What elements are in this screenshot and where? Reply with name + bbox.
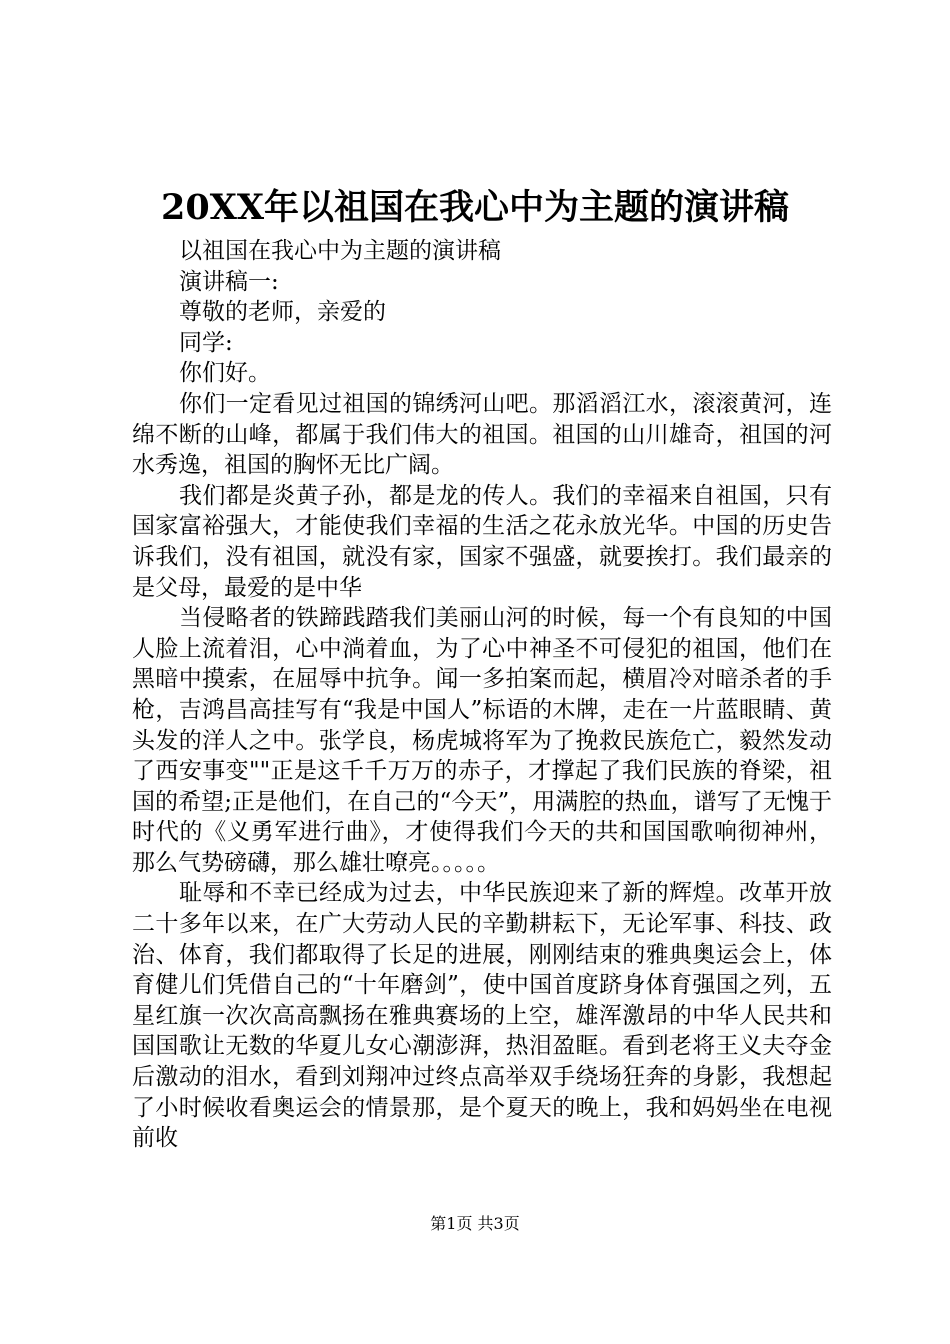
salutation-continued-line: 同学: — [179, 329, 233, 356]
paragraph-2: 我们都是炎黄子孙，都是龙的传人。我们的幸福来自祖国，只有国家富裕强大，才能使我们幸福的生活之花永放光华。中国的历史告诉我们，没有祖国，就没有家，国家不强盛，就要挨打。我们最亲的是父母，最爱的是中华 — [132, 482, 832, 601]
paragraph-1: 你们一定看见过祖国的锦绣河山吧。那滔滔江水，滚滚黄河，连绵不断的山峰，都属于我们伟大的祖国。祖国的山川雄奇，祖国的河水秀逸，祖国的胸怀无比广阔。 — [132, 390, 832, 479]
salutation-line: 尊敬的老师，亲爱的 — [179, 299, 386, 326]
paragraph-3: 当侵略者的铁蹄践踏我们美丽山河的时候，每一个有良知的中国人脸上流着泪，心中淌着血，为了心中神圣不可侵犯的祖国，他们在黑暗中摸索，在屈辱中抗争。闻一多拍案而起，横眉冷对暗杀者的手枪，吉鸿昌高挂写有“我是中国人”标语的木牌，走在一片蓝眼睛、黄头发的洋人之中。张学良，杨虎城将军为了挽救民族危亡，毅然发动了西安事变""正是这千千万万的赤子，才撑起了我们民族的脊梁，祖国的希望;正是他们，在自己的“今天”，用满腔的热血，谱写了无愧于时代的《义勇军进行曲》，才使得我们今天的共和国国歌响彻神州，那么气势磅礴，那么雄壮嘹亮。。。。。 — [132, 605, 832, 876]
paragraph-4: 耻辱和不幸已经成为过去，中华民族迎来了新的辉煌。改革开放二十多年以来，在广大劳动人民的辛勤耕耘下，无论军事、科技、政治、体育，我们都取得了长足的进展，刚刚结束的雅典奥运会上，体育健儿们凭借自己的“十年磨剑”，使中国首度跻身体育强国之列，五星红旗一次次高高飘扬在雅典赛场的上空，雄浑激昂的中华人民共和国国歌让无数的华夏儿女心潮澎湃，热泪盈眶。看到老将王义夫夺金后激动的泪水，看到刘翔冲过终点高举双手绕场狂奔的身影，我想起了小时候收看奥运会的情景那，是个夏天的晚上，我和妈妈坐在电视前收 — [132, 880, 832, 1152]
speech-number-line: 演讲稿一: — [179, 268, 279, 295]
subtitle-line: 以祖国在我心中为主题的演讲稿 — [179, 238, 501, 264]
document-body — [132, 236, 832, 1154]
greeting-line: 你们好。 — [179, 360, 271, 387]
document-title: 20XX年以祖国在我心中为主题的演讲稿 — [160, 187, 790, 228]
page-number-footer: 第1页 共3页 — [430, 1214, 520, 1233]
